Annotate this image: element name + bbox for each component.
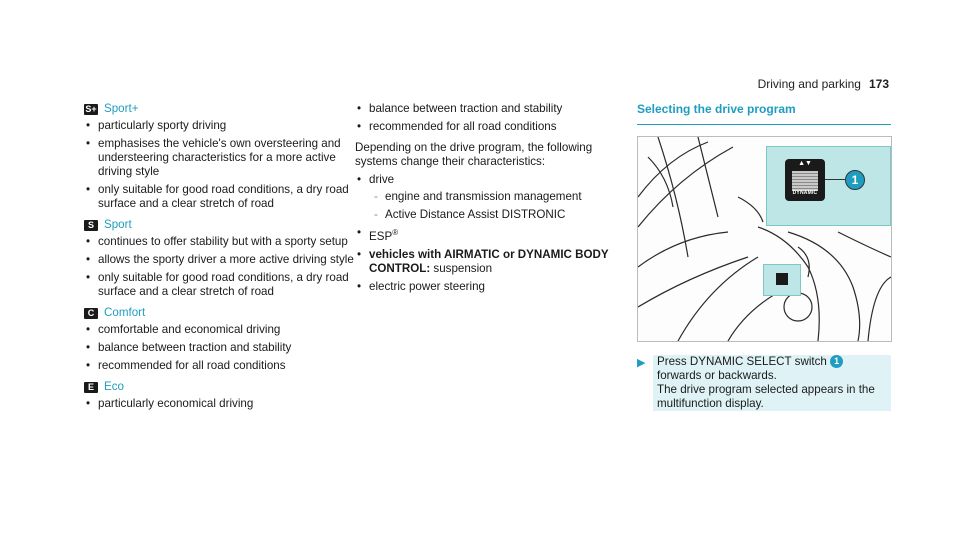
- mode-title: Sport+: [104, 102, 139, 115]
- list-item: • allows the sporty driver a more active driving style: [84, 253, 354, 267]
- step-result: The drive program selected appears in the multifunction display.: [657, 383, 875, 410]
- list-item: • emphasises the vehicle's own oversteering and understeering characteristics for a more active driving style: [84, 137, 354, 179]
- comfort-icon: C: [84, 308, 98, 319]
- step-text-end: forwards or backwards.: [657, 369, 777, 382]
- section-name: Driving and parking: [757, 77, 861, 91]
- switch-location-highlight: [763, 264, 801, 296]
- systems-list: [355, 173, 615, 294]
- sport-plus-icon: S+: [85, 103, 97, 114]
- list-item: • continues to offer stability but with a sporty setup: [84, 235, 354, 249]
- eco-icon: E: [84, 382, 98, 393]
- step-arrow-icon: ▶: [637, 357, 646, 369]
- page-number: 173: [868, 77, 889, 91]
- list-item: [355, 173, 615, 222]
- vehicles-condition: vehicles with AIRMATIC or DYNAMIC BODY CONTROL:: [369, 247, 609, 275]
- comfort-continued-list: [355, 102, 615, 134]
- list-item: • comfortable and economical driving: [84, 323, 354, 337]
- drive-switch-illustration: [637, 136, 892, 342]
- callout-badge: 1: [845, 170, 865, 190]
- up-down-arrows-icon: ▲▼: [798, 160, 812, 167]
- esp-label: ESP: [369, 229, 393, 243]
- callout-leader-line: [825, 179, 845, 180]
- selecting-column: [637, 102, 891, 413]
- mode-sport-plus: [84, 102, 354, 116]
- list-item: • balance between traction and stability: [84, 341, 354, 355]
- page-header: [758, 77, 889, 91]
- section-title: Selecting the drive program: [637, 102, 891, 125]
- drive-label: drive: [369, 173, 395, 186]
- drive-modes-column: [84, 102, 354, 418]
- list-item: [355, 248, 615, 276]
- callout-badge: 1: [830, 355, 843, 368]
- sport-icon: S: [84, 220, 98, 231]
- list-item: [355, 226, 615, 244]
- mode-list: [84, 323, 354, 373]
- list-item: • recommended for all road conditions: [355, 120, 615, 134]
- list-item: • particularly economical driving: [84, 397, 354, 411]
- mode-list: [84, 119, 354, 211]
- mode-sport: [84, 218, 354, 232]
- systems-column: [355, 102, 615, 301]
- suspension-label: suspension: [430, 261, 493, 275]
- mode-title: Sport: [104, 218, 132, 231]
- switch-detail-inset: [766, 146, 891, 226]
- mode-title: Eco: [104, 380, 124, 393]
- sub-list-item: - Active Distance Assist DISTRONIC: [369, 208, 615, 222]
- switch-label: DYNAMIC: [792, 190, 818, 196]
- list-item: • only suitable for good road conditions, a dry road surface and a clear stretch of road: [84, 271, 354, 299]
- mode-title: Comfort: [104, 306, 146, 319]
- mode-list: [84, 397, 354, 411]
- mode-list: [84, 235, 354, 299]
- systems-intro: Depending on the drive program, the following systems change their characteristics:: [355, 141, 593, 168]
- step-text-start: Press DYNAMIC SELECT switch: [657, 355, 831, 368]
- sub-list-item: - engine and transmission management: [369, 190, 615, 204]
- mode-comfort: [84, 306, 354, 320]
- mode-eco: [84, 380, 354, 394]
- list-item: • balance between traction and stability: [355, 102, 615, 116]
- list-item: • electric power steering: [355, 280, 615, 294]
- list-item: • recommended for all road conditions: [84, 359, 354, 373]
- list-item: • only suitable for good road conditions, a dry road surface and a clear stretch of road: [84, 183, 354, 211]
- list-item: • particularly sporty driving: [84, 119, 354, 133]
- dynamic-select-switch: [785, 159, 825, 201]
- switch-location-marker: [776, 273, 788, 285]
- registered-mark: ®: [392, 228, 399, 237]
- step-text: [653, 355, 891, 411]
- drive-sublist: [369, 190, 615, 222]
- instruction-step: [637, 353, 891, 413]
